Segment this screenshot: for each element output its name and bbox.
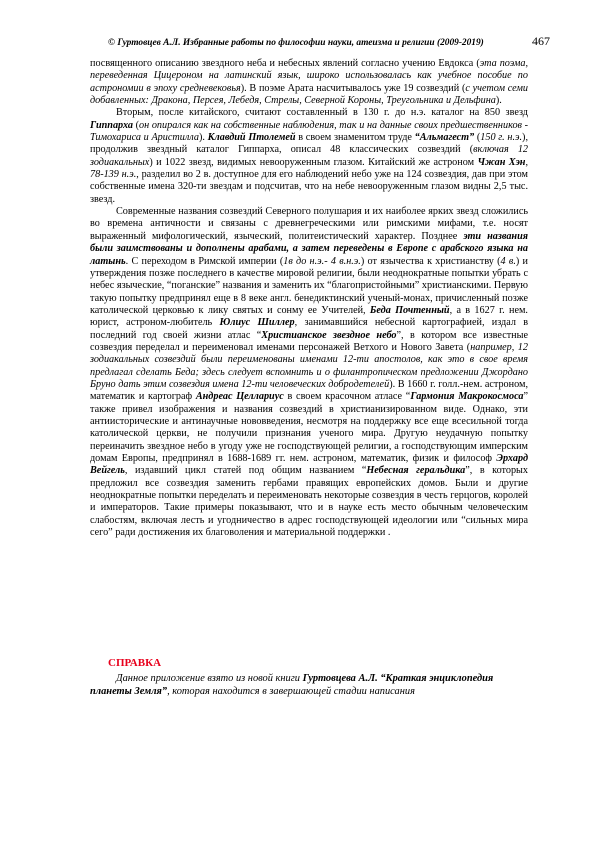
- text-run: посвященного описанию звездного неба и небесных явлений согласно учению Евдокса (: [90, 58, 480, 69]
- text-run: с учетом семи добавленных: Дракона, Персея, Лебедя, Стрелы, Северной Короны, Треугольника и Дельфина: [90, 82, 528, 107]
- text-run: в своем красочном атласе “: [283, 391, 411, 403]
- text-run: ) и утверждения позже последнего в качестве мировой религии, были неоднократные попытки убрать с небес языческие, “поганские” названия и заменить их “благопристойными” христианскими. Первую такую попытку предпринял еще в 8 веке англ. бенедиктинский ученый-монах, причисленный позже католической церковью к лику святых и сонму ее Учителей,: [90, 255, 529, 316]
- emphasis-run: Гуртовцева А.Л. “Краткая энциклопедия планеты Земля”: [90, 673, 494, 697]
- text-run: ).: [198, 132, 208, 144]
- text-run: 1в до н.э.- 4 в.н.э.: [283, 255, 361, 267]
- emphasis-run: Беда Почтенный: [369, 304, 450, 316]
- text-run: Данное приложение взято из новой книги: [116, 673, 303, 684]
- text-run: , а в 1627 г. нем. юрист, астроном-любитель: [90, 304, 528, 329]
- text-run: ,: [525, 156, 529, 168]
- text-run: ). В поэме Арата насчитывалось уже 19 созвездий (: [240, 82, 466, 94]
- text-run: 4 в.: [500, 255, 516, 267]
- text-run: , которая находится в завершающей стадии написания: [167, 686, 415, 697]
- emphasis-run: Христианское звездное небо: [261, 329, 397, 341]
- text-run: он опирался как на собственные наблюдения, так и на данные своих предшественников - Тимохариса и Аристилла: [90, 119, 528, 144]
- text-run: ”, в которых предложил все созвездия заменить гербами правящих европейских домов. Были и другие неоднократные попытки переделать и переименовать некоторые созвездия в честь герцогов, королей и императоров. Такие примеры показывают, что и в науке есть место обычным человеческим слабостям, включая лесть и угодничество в адрес господствующей идеологии или “сильных мира сего” ради достижения их благоволения и материальной поддержки .: [90, 465, 528, 539]
- text-run: 78-139 н.э.: [90, 169, 137, 181]
- text-run: в своем знаменитом труде: [295, 132, 415, 144]
- emphasis-run: Эрхард Вейгель: [90, 453, 528, 477]
- paragraph: [90, 107, 528, 206]
- page-number: 467: [532, 34, 550, 48]
- text-run: ).: [495, 95, 502, 107]
- spravka-note: [90, 672, 528, 698]
- emphasis-run: Небесная геральдика: [366, 465, 466, 477]
- emphasis-run: эти названия были заимствованы и дополнены арабами, а затем переведены в Европе с арабского языка на латынь: [90, 230, 528, 267]
- text-run: ”, в котором все известные созвездия переделал и переименовал именами персонажей Ветхого и Нового Завета (: [90, 329, 528, 353]
- text-run: , занимавшийся небесной картографией, издал в последний год своей жизни атлас “: [90, 317, 528, 341]
- text-run: (: [474, 132, 481, 144]
- emphasis-run: Клавдий Птолемей: [207, 132, 296, 144]
- text-run: ). В 1660 г. голл.-нем. астроном, математик и картограф: [90, 378, 528, 403]
- emphasis-run: Гиппарха: [90, 119, 133, 131]
- text-run: 150 г. н.э.: [480, 132, 523, 144]
- text-run: Вторым, после китайского, считают составленный в 130 г. до н.э. каталог на 850 звезд: [116, 107, 528, 119]
- emphasis-run: Чжан Хэн: [477, 156, 526, 168]
- text-run: ) от язычества к христианству (: [360, 255, 501, 267]
- text-run: ), продолжив звездный каталог Гиппарха, описал 48 классических созвездий (: [90, 132, 528, 156]
- text-run: ” также привел изображения и названия созвездий в христианизированном виде. Однако, эти антиисторические и антинаучные нововведения, несмотря на поддержку все еще всесильной тогда католической церкви, не получили признания ученого мира. Другую неудачную попытку переиначить звездное небо в угоду уже не господствующей религии, а господствующим имперским домам Европы, предпринял в 1688-1689 гг. нем. астроном, математик, физик и философ: [90, 391, 528, 464]
- emphasis-run: “Альмагест”: [414, 132, 475, 144]
- text-run: , разделил во 2 в. доступное для его наблюдений небо уже на 124 созвездия, дав при этом собственные имена 320-ти звездам и подсчитав, что на небе невооруженным глазом видны 2,5 тыс. звезд.: [90, 169, 528, 205]
- emphasis-run: Юлиус Шиллер: [219, 317, 295, 329]
- text-run: . С переходом в Римской империи (: [125, 255, 284, 267]
- text-run: , издавший цикл статей под общим названием “: [124, 465, 367, 477]
- text-run: ) и 1022 звезд, видимых невооруженным глазом. Китайский же астроном: [149, 156, 478, 168]
- emphasis-run: Гармония Макрокосмоса: [410, 391, 524, 403]
- emphasis-run: Андреас Целлариус: [195, 391, 284, 403]
- body-text: [90, 58, 528, 539]
- text-run: например, 12 зодиакальных созвездий были переименованы именами 12-ти апостолов, как это в свое время предлагал сделать Беда; здесь следует вспомнить и о филантропическом предложении Джордано Бруно дать этим созвездия имена 12-ти человеческих добродетелей: [90, 341, 528, 390]
- spravka-heading: СПРАВКА: [108, 657, 162, 669]
- paragraph: [90, 206, 528, 539]
- text-run: Современные названия созвездий Северного полушария и их наиболее ярких звезд сложились во времена античности и связаны с древнегреческими или римскими мифами, т.е. носят выраженный мифологический, языческий, политеистический характер. Позднее: [90, 206, 528, 242]
- running-header: © Гуртовцев А.Л. Избранные работы по философии науки, атеизма и религии (2009-2019): [108, 38, 484, 48]
- text-run: эта поэма, переведенная Цицероном на латинский язык, широко использовалась как учебное пособие по астрономии в эпоху средневековья: [90, 58, 528, 94]
- paragraph: [90, 58, 528, 107]
- text-run: (: [133, 119, 140, 131]
- text-run: включая 12 зодиакальных: [90, 144, 529, 168]
